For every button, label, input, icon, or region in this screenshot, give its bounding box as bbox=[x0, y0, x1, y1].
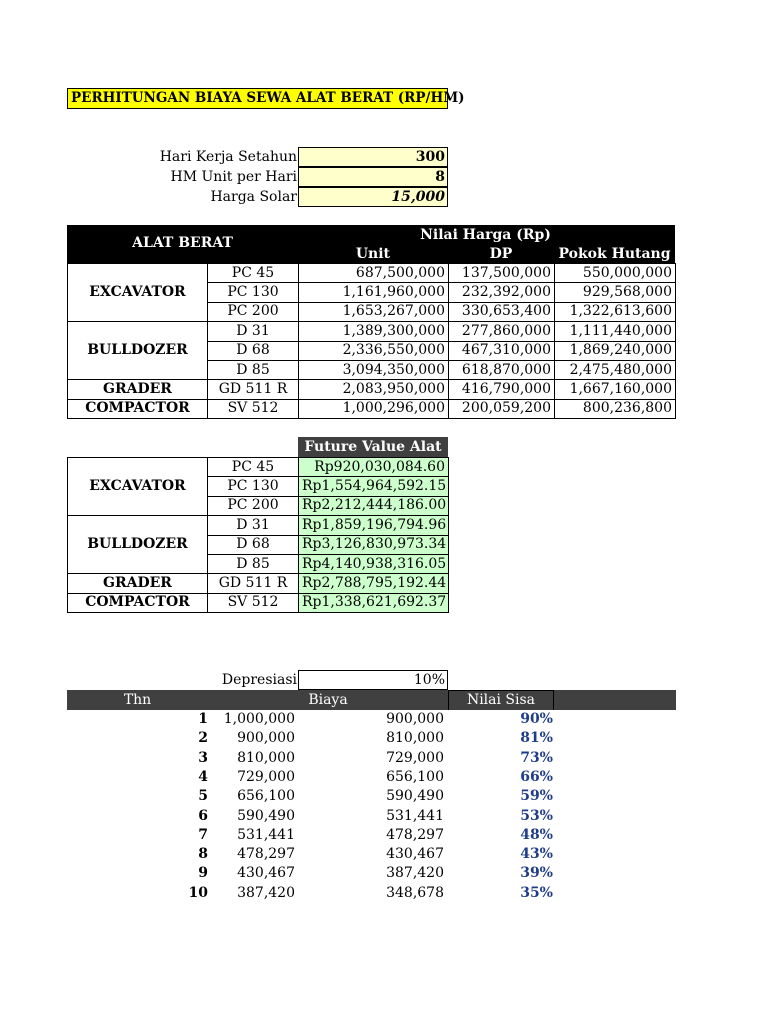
table-row bbox=[68, 264, 676, 283]
dp-cell[interactable]: 232,392,000 bbox=[449, 283, 555, 302]
depreciation-row bbox=[67, 710, 567, 729]
start-cost-cell[interactable]: 430,467 bbox=[237, 865, 295, 882]
model-cell[interactable]: D 31 bbox=[208, 322, 299, 341]
cost-cell[interactable]: 656,100 bbox=[386, 768, 444, 785]
header-nilai-harga: Nilai Harga (Rp) bbox=[420, 227, 551, 243]
model-cell[interactable]: SV 512 bbox=[208, 399, 299, 418]
cost-cell[interactable]: 430,467 bbox=[386, 846, 444, 863]
cost-cell[interactable]: 348,678 bbox=[386, 884, 444, 901]
header-pokok-hutang: Pokok Hutang bbox=[558, 246, 671, 262]
dp-cell[interactable]: 200,059,200 bbox=[449, 399, 555, 418]
start-cost-cell[interactable]: 1,000,000 bbox=[223, 711, 295, 727]
start-cost-cell[interactable]: 900,000 bbox=[237, 730, 295, 747]
depreciation-rate-cell[interactable]: 10% bbox=[298, 670, 448, 690]
depreciation-row bbox=[67, 864, 567, 883]
future-value-cell[interactable]: Rp920,030,084.60 bbox=[299, 458, 449, 477]
start-cost-cell[interactable]: 656,100 bbox=[237, 788, 295, 805]
param-label-harga-solar: Harga Solar bbox=[210, 189, 297, 205]
price-table bbox=[67, 263, 676, 419]
group-bulldozer[interactable]: BULLDOZER bbox=[68, 322, 208, 380]
param-value-hari-kerja[interactable]: 300 bbox=[298, 147, 448, 167]
future-value-cell[interactable]: Rp4,140,938,316.05 bbox=[299, 554, 449, 573]
table-row bbox=[68, 380, 676, 399]
year-cell[interactable]: 2 bbox=[198, 730, 208, 747]
header-alat-berat: ALAT BERAT bbox=[132, 235, 233, 251]
header-unit: Unit bbox=[355, 246, 390, 262]
year-cell[interactable]: 4 bbox=[198, 768, 208, 785]
table-row bbox=[68, 516, 449, 535]
pokok-cell[interactable]: 800,236,800 bbox=[555, 399, 676, 418]
depreciation-row bbox=[67, 787, 567, 806]
cost-cell[interactable]: 478,297 bbox=[386, 826, 444, 843]
param-value-harga-solar[interactable]: 15,000 bbox=[298, 187, 448, 207]
pokok-cell[interactable]: 1,869,240,000 bbox=[555, 341, 676, 360]
model-cell[interactable]: D 31 bbox=[208, 516, 299, 535]
dp-cell[interactable]: 330,653,400 bbox=[449, 302, 555, 321]
cost-cell[interactable]: 900,000 bbox=[386, 711, 444, 727]
model-cell[interactable]: PC 200 bbox=[208, 496, 299, 515]
param-value-hm-unit[interactable]: 8 bbox=[298, 167, 448, 187]
residual-cell[interactable]: 73% bbox=[520, 749, 553, 766]
group-excavator[interactable]: EXCAVATOR bbox=[68, 458, 208, 516]
year-cell[interactable]: 10 bbox=[188, 884, 208, 901]
model-cell[interactable]: D 85 bbox=[208, 554, 299, 573]
year-cell[interactable]: 9 bbox=[198, 865, 208, 882]
year-cell[interactable]: 5 bbox=[198, 788, 208, 805]
unit-cell[interactable]: 1,161,960,000 bbox=[299, 283, 449, 302]
model-cell[interactable]: D 68 bbox=[208, 535, 299, 554]
pokok-cell[interactable]: 1,111,440,000 bbox=[555, 322, 676, 341]
residual-cell[interactable]: 90% bbox=[520, 711, 553, 727]
dp-cell[interactable]: 277,860,000 bbox=[449, 322, 555, 341]
start-cost-cell[interactable]: 590,490 bbox=[237, 807, 295, 824]
residual-cell[interactable]: 43% bbox=[520, 846, 553, 863]
start-cost-cell[interactable]: 531,441 bbox=[237, 826, 295, 843]
model-cell[interactable]: PC 130 bbox=[208, 283, 299, 302]
depreciation-label: Depresiasi bbox=[221, 672, 297, 688]
depreciation-row bbox=[67, 845, 567, 864]
future-value-cell[interactable]: Rp1,859,196,794.96 bbox=[299, 516, 449, 535]
unit-cell[interactable]: 1,389,300,000 bbox=[299, 322, 449, 341]
group-compactor[interactable]: COMPACTOR bbox=[68, 593, 208, 612]
cost-cell[interactable]: 387,420 bbox=[386, 865, 444, 882]
unit-cell[interactable]: 1,000,296,000 bbox=[299, 399, 449, 418]
year-cell[interactable]: 6 bbox=[198, 807, 208, 824]
depreciation-header bbox=[67, 690, 676, 710]
cost-cell[interactable]: 810,000 bbox=[386, 730, 444, 747]
depreciation-row bbox=[67, 729, 567, 748]
header-nilai-sisa: Nilai Sisa bbox=[466, 692, 536, 708]
unit-cell[interactable]: 3,094,350,000 bbox=[299, 360, 449, 379]
pokok-cell[interactable]: 2,475,480,000 bbox=[555, 360, 676, 379]
depreciation-row bbox=[67, 826, 567, 845]
unit-cell[interactable]: 2,336,550,000 bbox=[299, 341, 449, 360]
model-cell[interactable]: PC 130 bbox=[208, 477, 299, 496]
group-compactor[interactable]: COMPACTOR bbox=[68, 399, 208, 418]
pokok-cell[interactable]: 1,667,160,000 bbox=[555, 380, 676, 399]
unit-cell[interactable]: 1,653,267,000 bbox=[299, 302, 449, 321]
residual-cell[interactable]: 53% bbox=[520, 807, 553, 824]
dp-cell[interactable]: 137,500,000 bbox=[449, 264, 555, 283]
table-row bbox=[68, 322, 676, 341]
residual-cell[interactable]: 81% bbox=[520, 730, 553, 747]
model-cell[interactable]: SV 512 bbox=[208, 593, 299, 612]
table-row bbox=[68, 574, 449, 593]
year-cell[interactable]: 1 bbox=[198, 711, 208, 727]
model-cell[interactable]: D 85 bbox=[208, 360, 299, 379]
residual-cell[interactable]: 35% bbox=[520, 884, 553, 901]
model-cell[interactable]: D 68 bbox=[208, 341, 299, 360]
group-grader[interactable]: GRADER bbox=[68, 574, 208, 593]
sheet-title[interactable]: PERHITUNGAN BIAYA SEWA ALAT BERAT (RP/HM) bbox=[67, 88, 448, 109]
table-row bbox=[68, 593, 449, 612]
cost-cell[interactable]: 590,490 bbox=[386, 788, 444, 805]
table-row bbox=[68, 458, 449, 477]
pokok-cell[interactable]: 1,322,613,600 bbox=[555, 302, 676, 321]
model-cell[interactable]: PC 45 bbox=[208, 264, 299, 283]
start-cost-cell[interactable]: 729,000 bbox=[237, 768, 295, 785]
residual-cell[interactable]: 39% bbox=[520, 865, 553, 882]
param-label-hm-unit: HM Unit per Hari bbox=[170, 169, 297, 185]
pokok-cell[interactable]: 929,568,000 bbox=[555, 283, 676, 302]
start-cost-cell[interactable]: 387,420 bbox=[237, 884, 295, 901]
year-cell[interactable]: 7 bbox=[198, 826, 208, 843]
unit-cell[interactable]: 2,083,950,000 bbox=[299, 380, 449, 399]
year-cell[interactable]: 8 bbox=[198, 846, 208, 863]
depreciation-row bbox=[67, 749, 567, 768]
param-label-hari-kerja: Hari Kerja Setahun bbox=[159, 149, 297, 165]
depreciation-row bbox=[67, 884, 567, 903]
future-value-cell[interactable]: Rp2,788,795,192.44 bbox=[299, 574, 449, 593]
future-value-cell[interactable]: Rp3,126,830,973.34 bbox=[299, 535, 449, 554]
future-value-cell[interactable]: Rp1,554,964,592.15 bbox=[299, 477, 449, 496]
cost-cell[interactable]: 531,441 bbox=[386, 807, 444, 824]
residual-cell[interactable]: 66% bbox=[520, 768, 553, 785]
year-cell[interactable]: 3 bbox=[198, 749, 208, 766]
group-excavator[interactable]: EXCAVATOR bbox=[68, 264, 208, 322]
depreciation-row bbox=[67, 807, 567, 826]
future-value-cell[interactable]: Rp2,212,444,186.00 bbox=[299, 496, 449, 515]
model-cell[interactable]: GD 511 R bbox=[208, 574, 299, 593]
model-cell[interactable]: PC 200 bbox=[208, 302, 299, 321]
unit-cell[interactable]: 687,500,000 bbox=[299, 264, 449, 283]
dp-cell[interactable]: 618,870,000 bbox=[449, 360, 555, 379]
future-value-table bbox=[67, 457, 449, 613]
residual-cell[interactable]: 59% bbox=[520, 788, 553, 805]
header-thn: Thn bbox=[123, 692, 152, 708]
depreciation-row bbox=[67, 768, 567, 787]
pokok-cell[interactable]: 550,000,000 bbox=[555, 264, 676, 283]
start-cost-cell[interactable]: 478,297 bbox=[237, 846, 295, 863]
header-dp: DP bbox=[489, 246, 513, 262]
model-cell[interactable]: PC 45 bbox=[208, 458, 299, 477]
model-cell[interactable]: GD 511 R bbox=[208, 380, 299, 399]
residual-cell[interactable]: 48% bbox=[520, 826, 553, 843]
group-bulldozer[interactable]: BULLDOZER bbox=[68, 516, 208, 574]
future-value-cell[interactable]: Rp1,338,621,692.37 bbox=[299, 593, 449, 612]
table-row bbox=[68, 399, 676, 418]
dp-cell[interactable]: 416,790,000 bbox=[449, 380, 555, 399]
dp-cell[interactable]: 467,310,000 bbox=[449, 341, 555, 360]
header-biaya: Biaya bbox=[308, 692, 348, 708]
cost-cell[interactable]: 729,000 bbox=[386, 749, 444, 766]
group-grader[interactable]: GRADER bbox=[68, 380, 208, 399]
start-cost-cell[interactable]: 810,000 bbox=[237, 749, 295, 766]
header-future-value: Future Value Alat bbox=[298, 437, 448, 457]
